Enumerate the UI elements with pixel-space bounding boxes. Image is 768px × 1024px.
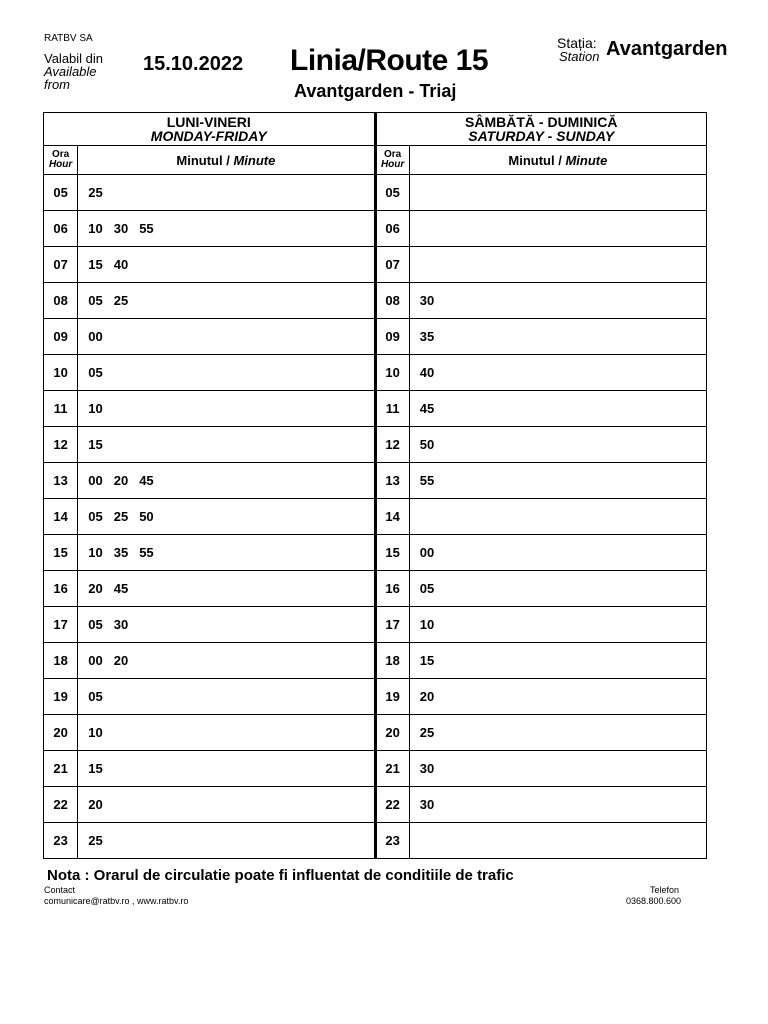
weekday-hour-cell: 18 — [44, 643, 78, 679]
weekend-hour-header — [375, 146, 409, 175]
weekday-minutes-cell — [78, 535, 375, 571]
departure-minute: 30 — [113, 617, 129, 632]
weekend-hour-cell: 23 — [375, 823, 409, 859]
weekend-minutes-cell — [409, 823, 706, 859]
timetable-row — [44, 463, 707, 499]
departure-minute: 50 — [419, 437, 435, 452]
weekend-minute-header — [409, 146, 706, 175]
departure-minute: 45 — [419, 401, 435, 416]
weekday-minutes-cell — [78, 283, 375, 319]
departure-minute: 20 — [113, 653, 129, 668]
weekday-hour-cell: 17 — [44, 607, 78, 643]
departure-minute: 35 — [419, 329, 435, 344]
weekday-hour-cell: 13 — [44, 463, 78, 499]
weekend-hour-cell: 05 — [375, 175, 409, 211]
weekend-hour-cell: 16 — [375, 571, 409, 607]
weekday-hour-cell: 15 — [44, 535, 78, 571]
minute-label: Minutul / — [508, 152, 566, 168]
weekday-hour-cell: 21 — [44, 751, 78, 787]
weekend-minutes-cell — [409, 535, 706, 571]
weekend-hour-cell: 20 — [375, 715, 409, 751]
hour-label-en: Hour — [380, 159, 405, 170]
valid-from-label-en: Available — [44, 64, 97, 79]
weekday-hour-cell: 09 — [44, 319, 78, 355]
weekend-minutes-cell — [409, 283, 706, 319]
weekday-hour-cell: 19 — [44, 679, 78, 715]
weekend-hour-cell: 18 — [375, 643, 409, 679]
weekday-hour-cell: 22 — [44, 787, 78, 823]
phone-value: 0368.800.600 — [626, 896, 682, 906]
timetable-body — [44, 175, 707, 859]
departure-minute: 20 — [88, 797, 103, 812]
weekday-hour-cell: 14 — [44, 499, 78, 535]
weekday-hour-cell: 20 — [44, 715, 78, 751]
station-label: Stația: — [557, 35, 597, 51]
weekend-minutes-cell — [409, 427, 706, 463]
departure-minute: 00 — [88, 329, 103, 344]
departure-minute: 50 — [139, 509, 154, 524]
weekday-minute-header — [78, 146, 375, 175]
departure-minute: 10 — [88, 401, 103, 416]
weekend-minutes-cell — [409, 499, 706, 535]
hour-label: Ora — [384, 149, 402, 160]
weekday-hour-cell: 06 — [44, 211, 78, 247]
departure-minute: 25 — [88, 833, 103, 848]
departure-minute: 25 — [88, 185, 103, 200]
weekday-minutes-cell — [78, 751, 375, 787]
departure-minute: 25 — [113, 293, 129, 308]
weekend-hour-cell: 19 — [375, 679, 409, 715]
route-title: Linia/Route 15 — [290, 44, 489, 77]
departure-minute: 05 — [88, 617, 103, 632]
timetable-row — [44, 751, 707, 787]
departure-minute: 40 — [113, 257, 129, 272]
departure-minute: 05 — [88, 509, 103, 524]
weekday-minutes-cell — [78, 643, 375, 679]
weekday-minutes-cell — [78, 319, 375, 355]
company-name: RATBV SA — [44, 33, 93, 44]
station-label-en: Station — [559, 49, 600, 64]
weekday-hour-cell: 23 — [44, 823, 78, 859]
weekday-hour-cell: 05 — [44, 175, 78, 211]
timetable-row — [44, 787, 707, 823]
departure-minute: 10 — [88, 725, 103, 740]
weekend-minutes-cell — [409, 643, 706, 679]
departure-minute: 30 — [419, 797, 435, 812]
departure-minute: 00 — [419, 545, 435, 560]
weekend-minutes-cell — [409, 679, 706, 715]
weekday-minutes-cell — [78, 571, 375, 607]
timetable-row — [44, 355, 707, 391]
departure-minute: 55 — [419, 473, 435, 488]
departure-minute: 40 — [419, 365, 435, 380]
departure-minute: 45 — [139, 473, 154, 488]
phone-label: Telefon — [650, 885, 680, 895]
weekday-hour-header — [44, 146, 78, 175]
departure-minute: 15 — [88, 437, 103, 452]
timetable-row — [44, 535, 707, 571]
weekend-hour-cell: 09 — [375, 319, 409, 355]
departure-minute: 30 — [419, 761, 435, 776]
valid-date: 15.10.2022 — [143, 53, 244, 75]
timetable-row — [44, 715, 707, 751]
departure-minute: 25 — [419, 725, 435, 740]
minute-label-en: Minute — [565, 152, 608, 168]
weekday-minutes-cell — [78, 679, 375, 715]
weekday-minutes-cell — [78, 391, 375, 427]
weekday-hour-cell: 11 — [44, 391, 78, 427]
weekend-minutes-cell — [409, 751, 706, 787]
departure-minute: 35 — [113, 545, 129, 560]
valid-from-label-en-2: from — [44, 77, 70, 92]
departure-minute: 20 — [113, 473, 129, 488]
weekday-title-en: MONDAY-FRIDAY — [150, 128, 267, 144]
timetable-row — [44, 823, 707, 859]
weekend-minutes-cell — [409, 391, 706, 427]
timetable-row — [44, 643, 707, 679]
weekend-hour-cell: 21 — [375, 751, 409, 787]
timetable-row — [44, 211, 707, 247]
weekday-minutes-cell — [78, 715, 375, 751]
weekday-hour-cell: 12 — [44, 427, 78, 463]
timetable-row — [44, 499, 707, 535]
weekend-minutes-cell — [409, 175, 706, 211]
timetable-row — [44, 391, 707, 427]
departure-minute: 20 — [88, 581, 103, 596]
weekend-minutes-cell — [409, 715, 706, 751]
timetable-row — [44, 427, 707, 463]
weekday-minutes-cell — [78, 211, 375, 247]
departure-minute: 00 — [88, 653, 103, 668]
departure-minute: 20 — [419, 689, 435, 704]
departure-minute: 30 — [419, 293, 435, 308]
departure-minute: 55 — [139, 221, 154, 236]
departure-minute: 05 — [88, 293, 103, 308]
traffic-note: Nota : Orarul de circulatie poate fi influentat de conditiile de trafic — [47, 867, 514, 884]
weekend-minutes-cell — [409, 571, 706, 607]
weekday-hour-cell: 10 — [44, 355, 78, 391]
departure-minute: 05 — [88, 689, 103, 704]
weekend-hour-cell: 17 — [375, 607, 409, 643]
valid-from-label: Valabil din — [44, 51, 104, 66]
weekend-title-en: SATURDAY - SUNDAY — [468, 128, 615, 144]
weekend-minutes-cell — [409, 211, 706, 247]
weekday-minutes-cell — [78, 787, 375, 823]
departure-minute: 05 — [419, 581, 435, 596]
timetable — [43, 112, 707, 859]
weekend-hour-cell: 13 — [375, 463, 409, 499]
weekend-minutes-cell — [409, 607, 706, 643]
weekday-minutes-cell — [78, 175, 375, 211]
weekday-minutes-cell — [78, 607, 375, 643]
departure-minute: 10 — [88, 221, 103, 236]
departure-minute: 55 — [139, 545, 154, 560]
departure-minute: 15 — [88, 761, 103, 776]
minute-label-en: Minute — [233, 152, 276, 168]
weekend-minutes-cell — [409, 463, 706, 499]
weekend-header — [375, 113, 707, 146]
timetable-row — [44, 247, 707, 283]
weekend-hour-cell: 15 — [375, 535, 409, 571]
departure-minute: 05 — [88, 365, 103, 380]
weekend-hour-cell: 14 — [375, 499, 409, 535]
timetable-row — [44, 319, 707, 355]
weekday-title: LUNI-VINERI — [166, 114, 251, 130]
weekend-hour-cell: 08 — [375, 283, 409, 319]
departure-minute: 45 — [113, 581, 129, 596]
weekend-minutes-cell — [409, 787, 706, 823]
departure-minute: 10 — [88, 545, 103, 560]
timetable-row — [44, 571, 707, 607]
weekday-minutes-cell — [78, 823, 375, 859]
timetable-row — [44, 679, 707, 715]
weekend-hour-cell: 10 — [375, 355, 409, 391]
departure-minute: 30 — [113, 221, 129, 236]
weekend-minutes-cell — [409, 319, 706, 355]
timetable-row — [44, 607, 707, 643]
timetable-row — [44, 175, 707, 211]
weekend-hour-cell: 12 — [375, 427, 409, 463]
hour-label: Ora — [52, 149, 70, 160]
weekday-minutes-cell — [78, 499, 375, 535]
departure-minute: 00 — [88, 473, 103, 488]
weekend-hour-cell: 11 — [375, 391, 409, 427]
hour-label-en: Hour — [48, 159, 73, 170]
contact-value: comunicare@ratbv.ro , www.ratbv.ro — [44, 896, 189, 906]
timetable-row — [44, 283, 707, 319]
station-name: Avantgarden — [606, 38, 728, 60]
weekend-title: SÂMBĂTĂ - DUMINICĂ — [465, 114, 618, 130]
weekday-minutes-cell — [78, 355, 375, 391]
departure-minute: 25 — [113, 509, 129, 524]
weekday-minutes-cell — [78, 247, 375, 283]
departure-minute: 10 — [419, 617, 435, 632]
weekend-minutes-cell — [409, 355, 706, 391]
contact-label: Contact — [44, 885, 76, 895]
weekday-hour-cell: 16 — [44, 571, 78, 607]
weekday-minutes-cell — [78, 427, 375, 463]
weekend-minutes-cell — [409, 247, 706, 283]
minute-label: Minutul / — [176, 152, 234, 168]
weekday-hour-cell: 07 — [44, 247, 78, 283]
weekday-hour-cell: 08 — [44, 283, 78, 319]
weekend-hour-cell: 06 — [375, 211, 409, 247]
weekday-minutes-cell — [78, 463, 375, 499]
weekday-header — [44, 113, 376, 146]
departure-minute: 15 — [419, 653, 435, 668]
departure-minute: 15 — [88, 257, 103, 272]
weekend-hour-cell: 22 — [375, 787, 409, 823]
route-direction: Avantgarden - Triaj — [294, 81, 457, 101]
weekend-hour-cell: 07 — [375, 247, 409, 283]
